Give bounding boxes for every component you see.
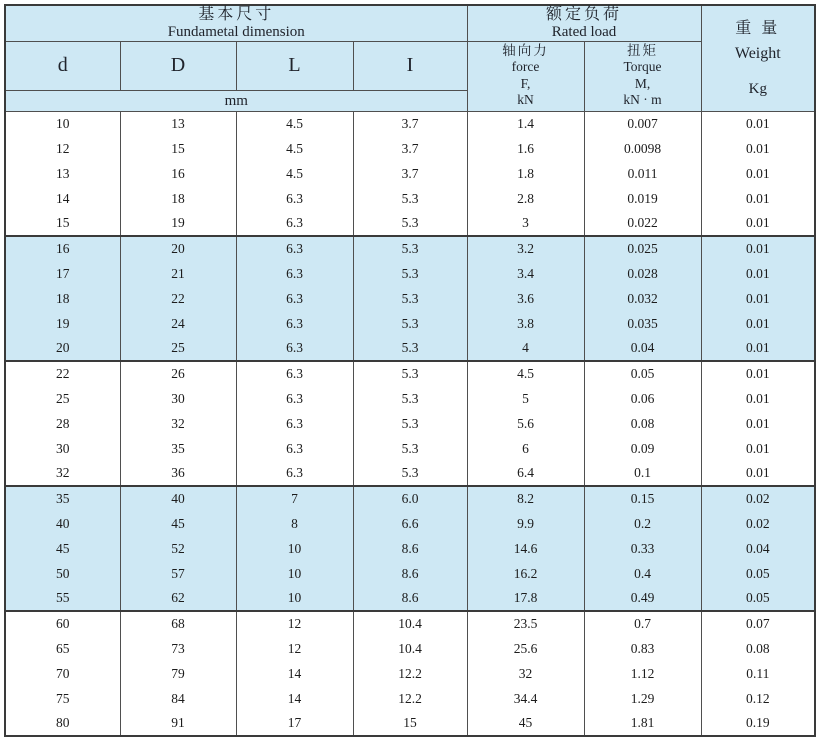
cell-D: 40 [120,486,236,511]
cell-D: 36 [120,461,236,486]
table-row [5,536,815,561]
cell-force: 6 [467,436,584,461]
table-row [5,611,815,636]
cell-I: 6.0 [353,486,467,511]
header-rated-load [467,5,701,41]
cell-torque: 1.81 [584,711,701,736]
cell-weight: 0.02 [701,486,815,511]
cell-torque: 0.011 [584,161,701,186]
column-label-I: I [406,54,414,77]
cell-torque: 0.019 [584,186,701,211]
cell-d: 16 [5,236,120,261]
cell-D: 79 [120,661,236,686]
cell-torque: 0.0098 [584,136,701,161]
cell-torque: 0.04 [584,336,701,361]
cell-weight: 0.01 [701,111,815,136]
table-body [5,111,815,736]
cell-I: 8.6 [353,561,467,586]
cell-force: 5.6 [467,411,584,436]
cell-I: 5.3 [353,261,467,286]
cell-L: 4.5 [236,111,353,136]
cell-torque: 0.035 [584,311,701,336]
cell-d: 20 [5,336,120,361]
cell-torque: 0.025 [584,236,701,261]
cell-torque: 0.06 [584,386,701,411]
rated-load-label-en: Rated load [551,23,617,40]
table-row [5,236,815,261]
cell-L: 10 [236,536,353,561]
cell-d: 35 [5,486,120,511]
cell-force: 32 [467,661,584,686]
cell-torque: 1.12 [584,661,701,686]
cell-D: 25 [120,336,236,361]
cell-L: 6.3 [236,286,353,311]
cell-d: 65 [5,636,120,661]
cell-I: 10.4 [353,611,467,636]
cell-weight: 0.01 [701,311,815,336]
cell-weight: 0.08 [701,636,815,661]
column-header-torque [584,41,701,111]
cell-force: 4 [467,336,584,361]
torque-label-zh: 扭矩 [627,43,659,59]
cell-torque: 0.032 [584,286,701,311]
cell-d: 15 [5,211,120,236]
cell-d: 40 [5,511,120,536]
cell-L: 6.3 [236,261,353,286]
cell-L: 14 [236,661,353,686]
column-header-axial-force [467,41,584,111]
column-header-d [5,41,120,90]
cell-L: 6.3 [236,436,353,461]
cell-d: 30 [5,436,120,461]
cell-d: 55 [5,586,120,611]
cell-L: 6.3 [236,311,353,336]
torque-label-en: Torque [623,59,662,75]
weight-label-en: Weight [734,45,781,63]
cell-d: 17 [5,261,120,286]
cell-force: 3 [467,211,584,236]
basic-dimension-label-en: Fundametal dimension [167,23,305,40]
table-row [5,161,815,186]
cell-d: 32 [5,461,120,486]
cell-D: 22 [120,286,236,311]
cell-weight: 0.01 [701,461,815,486]
cell-weight: 0.01 [701,161,815,186]
cell-weight: 0.07 [701,611,815,636]
cell-force: 2.8 [467,186,584,211]
cell-torque: 0.2 [584,511,701,536]
cell-d: 14 [5,186,120,211]
cell-L: 10 [236,586,353,611]
cell-torque: 0.08 [584,411,701,436]
column-header-I [353,41,467,90]
cell-torque: 0.7 [584,611,701,636]
cell-d: 13 [5,161,120,186]
basic-dimension-label-zh: 基本尺寸 [198,6,275,23]
cell-L: 6.3 [236,211,353,236]
cell-d: 60 [5,611,120,636]
column-header-D [120,41,236,90]
cell-weight: 0.01 [701,236,815,261]
cell-I: 8.6 [353,536,467,561]
cell-I: 12.2 [353,686,467,711]
cell-L: 4.5 [236,161,353,186]
cell-force: 1.6 [467,136,584,161]
cell-force: 25.6 [467,636,584,661]
axial-force-label-zh: 轴向力 [502,43,549,59]
cell-I: 3.7 [353,111,467,136]
cell-torque: 0.49 [584,586,701,611]
cell-D: 45 [120,511,236,536]
cell-torque: 0.09 [584,436,701,461]
weight-unit-label: Kg [748,81,767,98]
cell-I: 5.3 [353,286,467,311]
cell-I: 5.3 [353,336,467,361]
column-label-D: D [170,54,186,77]
cell-L: 12 [236,636,353,661]
cell-weight: 0.01 [701,386,815,411]
cell-force: 3.6 [467,286,584,311]
cell-force: 16.2 [467,561,584,586]
cell-torque: 0.83 [584,636,701,661]
cell-I: 6.6 [353,511,467,536]
cell-L: 17 [236,711,353,736]
cell-L: 10 [236,561,353,586]
torque-symbol: M, [634,75,651,91]
weight-label-zh: 重 量 [735,20,781,38]
cell-L: 4.5 [236,136,353,161]
cell-force: 5 [467,386,584,411]
cell-torque: 0.4 [584,561,701,586]
cell-I: 10.4 [353,636,467,661]
cell-torque: 1.29 [584,686,701,711]
cell-L: 6.3 [236,461,353,486]
table-row [5,586,815,611]
cell-torque: 0.05 [584,361,701,386]
cell-torque: 0.33 [584,536,701,561]
cell-D: 21 [120,261,236,286]
cell-D: 68 [120,611,236,636]
cell-force: 6.4 [467,461,584,486]
cell-d: 19 [5,311,120,336]
cell-d: 25 [5,386,120,411]
cell-d: 22 [5,361,120,386]
table-row [5,261,815,286]
cell-D: 13 [120,111,236,136]
table-row [5,711,815,736]
cell-D: 32 [120,411,236,436]
cell-d: 18 [5,286,120,311]
cell-force: 45 [467,711,584,736]
cell-L: 6.3 [236,336,353,361]
cell-weight: 0.01 [701,186,815,211]
cell-L: 8 [236,511,353,536]
cell-force: 3.4 [467,261,584,286]
cell-weight: 0.04 [701,536,815,561]
cell-L: 6.3 [236,236,353,261]
table-row [5,111,815,136]
cell-L: 6.3 [236,411,353,436]
cell-weight: 0.02 [701,511,815,536]
cell-I: 15 [353,711,467,736]
table-row [5,686,815,711]
table-row [5,286,815,311]
cell-force: 9.9 [467,511,584,536]
cell-I: 5.3 [353,461,467,486]
cell-D: 24 [120,311,236,336]
cell-force: 3.2 [467,236,584,261]
cell-weight: 0.11 [701,661,815,686]
cell-weight: 0.01 [701,211,815,236]
table-row [5,411,815,436]
table-row [5,661,815,686]
table-row [5,386,815,411]
cell-d: 80 [5,711,120,736]
cell-force: 1.4 [467,111,584,136]
cell-D: 84 [120,686,236,711]
cell-L: 14 [236,686,353,711]
table-row [5,486,815,511]
cell-force: 4.5 [467,361,584,386]
cell-force: 8.2 [467,486,584,511]
axial-force-label-en: force [511,59,540,75]
column-label-L: L [288,54,301,77]
cell-D: 26 [120,361,236,386]
cell-D: 19 [120,211,236,236]
header-weight [701,5,815,111]
cell-force: 34.4 [467,686,584,711]
table-row [5,361,815,386]
cell-I: 8.6 [353,586,467,611]
cell-weight: 0.12 [701,686,815,711]
cell-torque: 0.028 [584,261,701,286]
table-row [5,461,815,486]
table-row [5,311,815,336]
cell-force: 23.5 [467,611,584,636]
cell-L: 6.3 [236,361,353,386]
cell-I: 12.2 [353,661,467,686]
axial-force-symbol: F, [520,75,531,91]
cell-I: 5.3 [353,211,467,236]
table-row [5,561,815,586]
cell-force: 17.8 [467,586,584,611]
cell-d: 10 [5,111,120,136]
cell-weight: 0.05 [701,561,815,586]
cell-D: 52 [120,536,236,561]
cell-L: 6.3 [236,186,353,211]
cell-I: 5.3 [353,386,467,411]
cell-D: 16 [120,161,236,186]
unit-row-mm [5,90,467,111]
cell-d: 75 [5,686,120,711]
header-basic-dimension [5,5,467,41]
mm-label: mm [224,92,248,109]
cell-torque: 0.1 [584,461,701,486]
cell-torque: 0.007 [584,111,701,136]
cell-d: 28 [5,411,120,436]
cell-D: 18 [120,186,236,211]
cell-I: 5.3 [353,236,467,261]
table-row [5,136,815,161]
cell-force: 3.8 [467,311,584,336]
cell-force: 14.6 [467,536,584,561]
axial-force-unit: kN [517,92,534,107]
cell-I: 5.3 [353,361,467,386]
torque-unit: kN · m [623,92,662,107]
cell-I: 3.7 [353,161,467,186]
cell-d: 45 [5,536,120,561]
cell-weight: 0.01 [701,436,815,461]
table-row [5,336,815,361]
spec-table [4,4,816,737]
table-row [5,636,815,661]
cell-D: 91 [120,711,236,736]
cell-weight: 0.01 [701,136,815,161]
cell-force: 1.8 [467,161,584,186]
table-row [5,211,815,236]
cell-D: 35 [120,436,236,461]
table-row [5,436,815,461]
cell-I: 5.3 [353,186,467,211]
cell-D: 73 [120,636,236,661]
cell-I: 5.3 [353,311,467,336]
table-row [5,186,815,211]
cell-torque: 0.022 [584,211,701,236]
cell-d: 70 [5,661,120,686]
cell-weight: 0.01 [701,361,815,386]
cell-I: 5.3 [353,411,467,436]
rated-load-label-zh: 额定负荷 [546,6,623,23]
cell-D: 15 [120,136,236,161]
cell-I: 5.3 [353,436,467,461]
cell-I: 3.7 [353,136,467,161]
cell-d: 50 [5,561,120,586]
cell-d: 12 [5,136,120,161]
cell-D: 62 [120,586,236,611]
cell-weight: 0.19 [701,711,815,736]
cell-weight: 0.05 [701,586,815,611]
table-header [5,5,815,111]
cell-D: 30 [120,386,236,411]
cell-weight: 0.01 [701,411,815,436]
cell-weight: 0.01 [701,336,815,361]
cell-weight: 0.01 [701,286,815,311]
column-label-d: d [57,54,68,77]
cell-L: 7 [236,486,353,511]
table-row [5,511,815,536]
cell-D: 20 [120,236,236,261]
cell-weight: 0.01 [701,261,815,286]
cell-D: 57 [120,561,236,586]
cell-L: 6.3 [236,386,353,411]
column-header-L [236,41,353,90]
cell-L: 12 [236,611,353,636]
cell-torque: 0.15 [584,486,701,511]
